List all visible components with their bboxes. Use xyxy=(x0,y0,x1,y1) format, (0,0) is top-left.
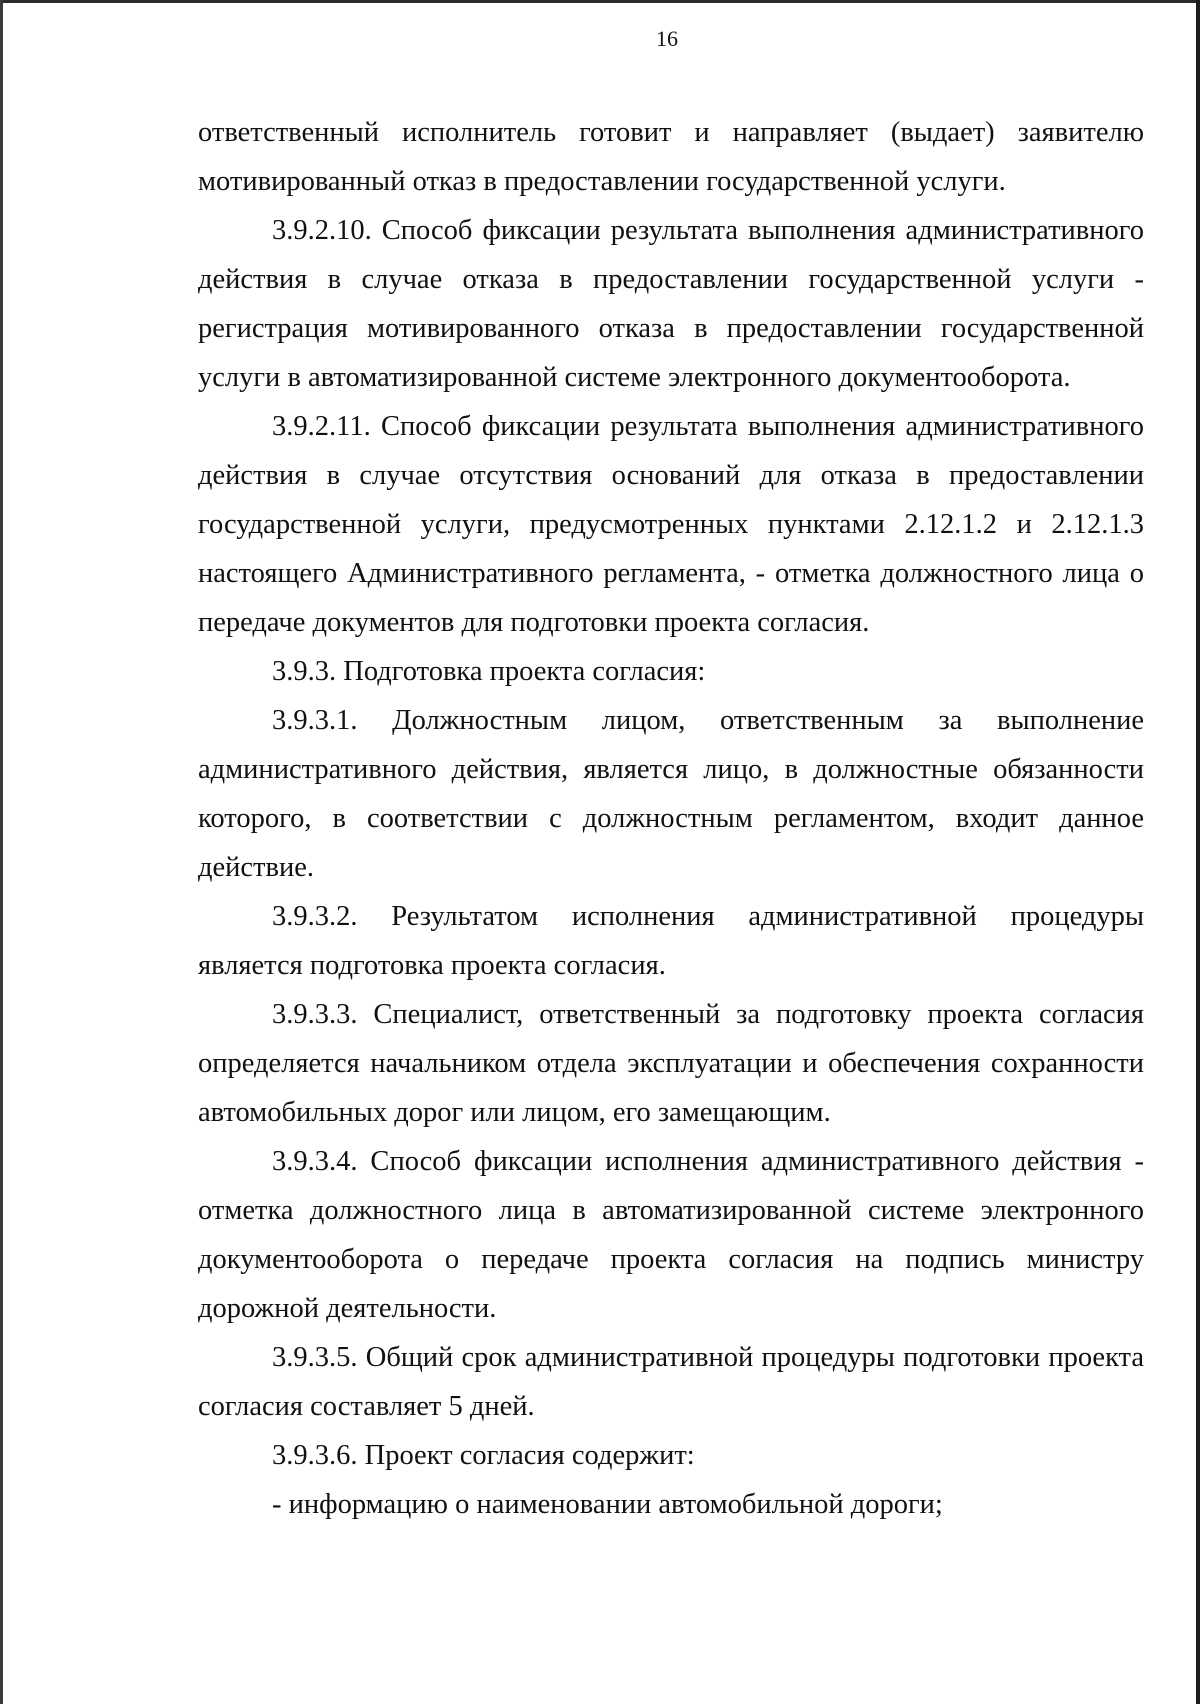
list-item-road-name: - информацию о наименовании автомобильной дороги; xyxy=(272,1489,943,1520)
scan-edge-right xyxy=(1196,0,1200,1704)
scan-edge-left xyxy=(0,0,3,1704)
paragraph-3-9-3-1: 3.9.3.1. Должностным лицом, ответственным за выполнение административного действия, является лицо, в должностные обязанности которого, в соответствии с должностным регламентом, входит данное действие. xyxy=(198,705,1144,883)
section-heading-3-9-3: 3.9.3. Подготовка проекта согласия: xyxy=(272,656,706,687)
paragraph-3-9-3-5: 3.9.3.5. Общий срок административной процедуры подготовки проекта согласия составляет 5 дней. xyxy=(198,1342,1144,1422)
paragraph-3-9-3-4: 3.9.3.4. Способ фиксации исполнения административного действия - отметка должностного лица в автоматизированной системе электронного документооборота о передаче проекта согласия на подпись министру дорожной деятельности. xyxy=(198,1146,1144,1324)
scan-edge-top xyxy=(0,0,1200,3)
paragraph-continuation: ответственный исполнитель готовит и направляет (выдает) заявителю мотивированный отказ в предоставлении государственной услуги. xyxy=(198,117,1144,197)
document-body xyxy=(198,108,1144,1529)
paragraph-3-9-3-3: 3.9.3.3. Специалист, ответственный за подготовку проекта согласия определяется начальником отдела эксплуатации и обеспечения сохранности автомобильных дорог или лицом, его замещающим. xyxy=(198,999,1144,1128)
paragraph-3-9-3-2: 3.9.3.2. Результатом исполнения административной процедуры является подготовка проекта согласия. xyxy=(198,901,1144,981)
paragraph-3-9-2-10: 3.9.2.10. Способ фиксации результата выполнения административного действия в случае отказа в предоставлении государственной услуги - регистрация мотивированного отказа в предоставлении государственной услуги в автоматизированной системе электронного документооборота. xyxy=(198,215,1144,393)
paragraph-3-9-2-11: 3.9.2.11. Способ фиксации результата выполнения административного действия в случае отсутствия оснований для отказа в предоставлении государственной услуги, предусмотренных пунктами 2.12.1.2 и 2.12.1.3 настоящего Административного регламента, - отметка должностного лица о передаче документов для подготовки проекта согласия. xyxy=(198,411,1144,638)
page-number: 16 xyxy=(656,26,678,51)
paragraph-3-9-3-6: 3.9.3.6. Проект согласия содержит: xyxy=(272,1440,695,1471)
